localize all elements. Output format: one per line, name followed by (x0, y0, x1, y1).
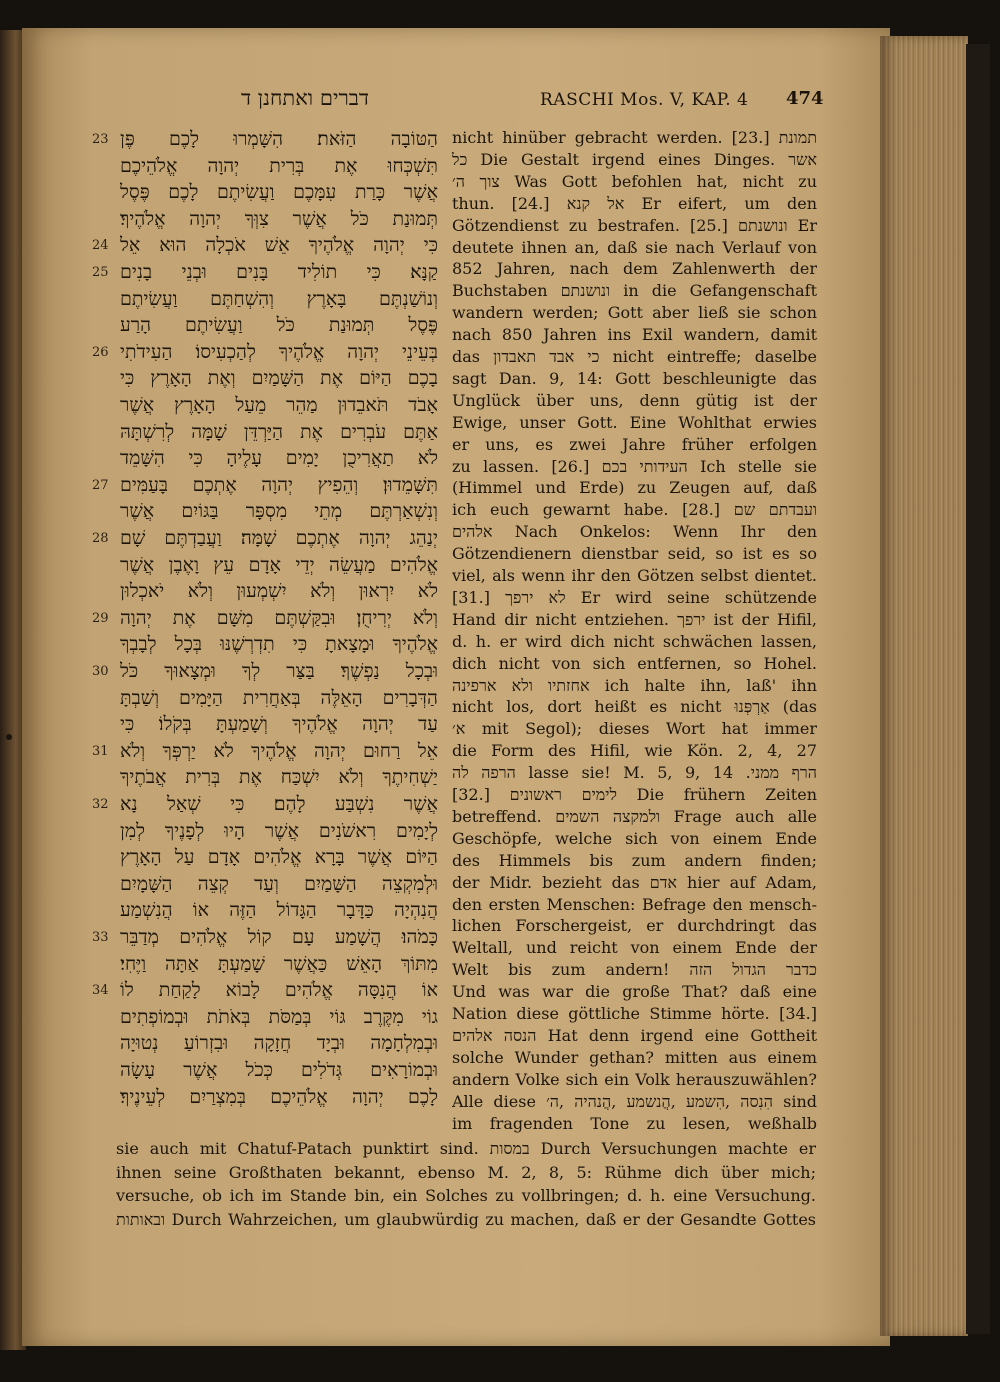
commentary-line: nicht hinüber gebracht werden. [23.] תמונת (452, 128, 817, 147)
verse-number: 26 (92, 344, 109, 360)
hebrew-line: לְיָמִים רִאשֹׁנִים אֲשֶׁר הָיוּ לְפָנֶיךָ לְמִן (120, 819, 438, 842)
hebrew-line: פֶּסֶל תְּמוּנַת כֹּל וַעֲשִׂיתֶם הָרַע (120, 314, 438, 337)
verse-number: 29 (92, 610, 109, 626)
commentary-line: deutete ihnen an, daß sie nach Verlauf von (452, 237, 817, 257)
commentary-line: כל Die Gestalt irgend eines Dinges. אשר (452, 149, 817, 169)
commentary-line: nicht los, dort heißt es nicht אַרְפְּנוּ (das (452, 697, 817, 717)
hebrew-line: הַדְּבָרִים הָאֵלֶּה בְּאַחֲרִית הַיָּמִים וְשַׁבְתָּ (120, 686, 438, 709)
commentary-line: צוך ה׳ Was Gott befohlen hat, nicht zu (452, 171, 817, 191)
hebrew-line: גוֹי מִקֶּרֶב גּוֹי בְּמַסֹּת בְּאֹתֹת וּבְמוֹפְתִים (120, 1005, 438, 1028)
commentary-line: sagt Dan. 9, 14: Gott beschleunigte das (452, 368, 817, 388)
page-number: 474 (786, 88, 824, 109)
commentary-line: im fragenden Tone zu lesen, weßhalb (452, 1113, 817, 1133)
commentary-line: lichen Forschergeist, er durchdringt das (452, 916, 817, 936)
commentary-line: אלהים Nach Onkelos: Wenn Ihr den (452, 522, 817, 542)
hebrew-line: כָּמֹהוּ׃ הֲשָׁמַע עָם קוֹל אֱלֹהִים מְדַבֵּר (120, 926, 438, 948)
commentary-line: viel, als wenn ihr den Götzen selbst dientet. (452, 566, 817, 585)
footer-line: ובאותות Durch Wahrzeichen, um glaubwürdig zu machen, daß er der Gesandte Gottes (116, 1209, 816, 1229)
commentary-line: ich euch gewarnt habe. [28.] ועבדתם שם (452, 500, 817, 520)
hebrew-line: הַטּוֹבָה הַזֹּאת׃ הִשָּׁמְרוּ לָכֶם פֶּן (120, 128, 438, 150)
verse-number: 34 (92, 983, 109, 999)
commentary-line: das כי אבד תאבדון nicht eintreffe; daselbe (452, 347, 817, 366)
commentary-line: א׳ mit Segol); dieses Wort hat immer (452, 719, 817, 739)
footer-line: versuche, ob ich im Stande bin, ein Solches zu vollbringen; d. h. eine Versuchung. (116, 1186, 816, 1205)
hebrew-line: קַנָּא׃ כִּי תוֹלִיד בָּנִים וּבְנֵי בָנִים (120, 261, 438, 283)
verse-number: 28 (92, 531, 109, 546)
page-edges (880, 36, 968, 1336)
commentary-line: den ersten Menschen: Befrage den mensch- (452, 894, 817, 914)
hebrew-line: יַשְׁחִיתֶךָ וְלֹא יִשְׁכַּח אֶת בְּרִית אֲבֹתֶיךָ (120, 766, 438, 789)
commentary-line: die Form des Hifil, wie Kön. 2, 4, 27 (452, 741, 817, 761)
commentary-line: [32.] לימים ראשונים Die frühern Zeiten (452, 785, 817, 804)
verse-number: 32 (92, 797, 109, 812)
verse-number: 31 (92, 743, 109, 759)
commentary-line: andern Volke sich ein Volk herauszuwählen? (452, 1069, 817, 1089)
commentary-line: thun. [24.] אל קנא Er eifert, um den (452, 193, 817, 213)
commentary-line: Welt bis zum andern! כדבר הגדול הזה (452, 960, 817, 980)
commentary-line: אחזתיו ולא ארפינה ich halte ihn, laß' ihn (452, 675, 817, 695)
hebrew-line: וְנוֹשַׁנְתֶּם בָּאָרֶץ וְהִשְׁחַתֶּם וַעֲשִׂיתֶם (120, 287, 438, 310)
hebrew-line: בְּעֵינֵי יְהוָה אֱלֹהֶיךָ לְהַכְעִיסוֹ׃ הַעִידֹתִי (120, 340, 438, 363)
commentary-line: Götzendienst zu bestrafen. [25.] ונושנתם Er (452, 215, 817, 235)
commentary-line: solche Wunder gethan? mitten aus einem (452, 1047, 817, 1067)
hebrew-line: אוֹ הֲנִסָּה אֱלֹהִים לָבוֹא לָקַחַת לוֹ (120, 979, 438, 1002)
commentary-line: Weltall, und reicht von einem Ende der (452, 938, 817, 958)
hebrew-line: עַד יְהוָה אֱלֹהֶיךָ וְשָׁמַעְתָּ בְּקֹלוֹ׃ כִּי (120, 713, 438, 736)
commentary-line: (Himmel und Erde) zu Zeugen auf, daß (452, 478, 817, 498)
hebrew-line: אֱלֹהִים מַעֲשֵׂה יְדֵי אָדָם עֵץ וָאֶבֶן אֲשֶׁר (120, 553, 438, 576)
commentary-line: zu lassen. [26.] העידותי בכם Ich stelle sie (452, 456, 817, 476)
hebrew-line: מִתּוֹךְ הָאֵשׁ כַּאֲשֶׁר שָׁמַעְתָּ אַתָּה וַיֶּחִי׃ (120, 952, 438, 975)
commentary-line: Unglück über uns, denn gütig ist der (452, 390, 817, 410)
commentary-line: [31.] לא ירפך Er wird seine schützende (452, 587, 817, 607)
footer-line: ihnen seine Großthaten bekannt, ebenso M. 2, 8, 5: Rühme dich über mich; (116, 1162, 816, 1182)
commentary-line: Götzendienern dienstbar seid, so ist es so (452, 544, 817, 564)
hebrew-line: יְנַהֵג יְהוָה אֶתְכֶם שָׁמָּה׃ וַעֲבַדְתֶּם שָׁם (120, 527, 438, 549)
hebrew-line: הַיּוֹם אֲשֶׁר בָּרָא אֱלֹהִים אָדָם עַל הָאָרֶץ (120, 846, 438, 869)
commentary-line: Nation diese göttliche Stimme hörte. [34.] (452, 1004, 817, 1023)
hebrew-line: אֵל רַחוּם יְהוָה אֱלֹהֶיךָ לֹא יַרְפְּךָ וְלֹא (120, 739, 438, 762)
hebrew-line: וְלֹא יְרִיחֻן׃ וּבִקַּשְׁתֶּם מִשָּׁם אֶת יְהוָה (120, 606, 438, 629)
hebrew-line: כִּי יְהוָה אֱלֹהֶיךָ אֵשׁ אֹכְלָה הוּא אֵל (120, 234, 438, 257)
commentary-line: הנסה אלהים Hat denn irgend eine Gottheit (452, 1025, 817, 1045)
hebrew-line: אָבֹד תֹּאבֵדוּן מַהֵר מֵעַל הָאָרֶץ אֲשֶׁר (120, 394, 438, 416)
commentary-line: Und was war die große That? daß eine (452, 982, 817, 1002)
commentary-line: Hand dir nicht entziehen. ירפך ist der Hifil, (452, 609, 817, 629)
hebrew-line: אֲשֶׁר נִשְׁבַּע לָהֶם׃ כִּי שְׁאַל נָא (120, 793, 438, 815)
hebrew-line: תִּשְׁכְּחוּ אֶת בְּרִית יְהוָה אֱלֹהֵיכֶם (120, 154, 438, 177)
hebrew-line: הֲנִהְיָה כַּדָּבָר הַגָּדוֹל הַזֶּה אוֹ הֲנִשְׁמַע (120, 899, 438, 922)
hebrew-line: תְּמוּנַת כֹּל אֲשֶׁר צִוְּךָ יְהוָה אֱלֹהֶיךָ׃ (120, 207, 438, 230)
hebrew-line: אַתֶּם עֹבְרִים אֶת הַיַּרְדֵּן שָׁמָּה לְרִשְׁתָּהּ (120, 420, 438, 443)
verse-number: 23 (92, 132, 109, 147)
commentary-line: dich nicht von sich entfernen, so Hohel. (452, 653, 817, 673)
hebrew-line: לֹא תַאֲרִיכֻן יָמִים עָלֶיהָ כִּי הִשָּׁמֵד (120, 447, 438, 470)
hebrew-line: וּבְכָל נַפְשֶׁךָ׃ בַּצַּר לְךָ וּמְצָאוּךָ כֹּל (120, 660, 438, 682)
commentary-line: Alle diese הִנִסה ,הִשמע ,הֲנשמע ,הֲנהיה ,ה׳ sind (452, 1091, 817, 1111)
book-cover (966, 44, 990, 1334)
verse-number: 33 (92, 930, 109, 945)
margin-mark (6, 734, 12, 740)
commentary-line: nach 850 Jahren ins Exil wandern, damit (452, 325, 817, 345)
commentary-line: Geschöpfe, welche sich von einem Ende (452, 828, 817, 848)
hebrew-line: לֹא יִרְאוּן וְלֹא יִשְׁמְעוּן וְלֹא יֹאכְלוּן (120, 580, 438, 603)
hebrew-line: וּבְמִלְחָמָה וּבְיָד חֲזָקָה וּבִזְרוֹעַ נְטוּיָה (120, 1032, 438, 1055)
commentary-line: er uns, es zwei Jahre früher erfolgen (452, 434, 817, 454)
commentary-line: wandern werden; Gott aber ließ sie schon (452, 303, 817, 323)
verse-number: 27 (92, 477, 109, 493)
hebrew-line: וְנִשְׁאַרְתֶּם מְתֵי מִסְפָּר בַּגּוֹיִם אֲשֶׁר (120, 500, 438, 523)
commentary-line: Ewige, unser Gott. Eine Wohlthat erwies (452, 412, 817, 432)
hebrew-line: אֲשֶׁר כָּרַת עִמָּכֶם וַעֲשִׂיתֶם לָכֶם פֶּסֶל (120, 181, 438, 204)
hebrew-line: תִּשָּׁמֵדוּן׃ וְהֵפִיץ יְהוָה אֶתְכֶם בָּעַמִּים (120, 473, 438, 496)
verse-number: 25 (92, 265, 109, 280)
hebrew-line: וּבְמוֹרָאִים גְּדֹלִים כְּכֹל אֲשֶׁר עָשָׂה (120, 1059, 438, 1081)
hebrew-line: בָכֶם הַיּוֹם אֶת הַשָּׁמַיִם וְאֶת הָאָרֶץ כִּי (120, 367, 438, 390)
footer-line: sie auch mit Chatuf-Patach punktirt sind. במסות Durch Versuchungen machte er (116, 1139, 816, 1158)
commentary-line: הרפה לה lasse sie! M. 5, 9, 14 .הרף ממני (452, 763, 817, 783)
verse-number: 24 (92, 238, 109, 254)
commentary-line: des Himmels bis zum andern finden; (452, 850, 817, 870)
hebrew-line: לָכֶם יְהוָה אֱלֹהֵיכֶם בְּמִצְרַיִם לְעֵינֶיךָ׃ (120, 1085, 438, 1108)
commentary-line: betreffend. ולמקצה השמים Frage auch alle (452, 806, 817, 826)
commentary-line: der Midr. bezieht das אדם hier auf Adam, (452, 872, 817, 892)
running-head-reference: RASCHI Mos. V, KAP. 4 (540, 90, 749, 110)
commentary-line: 852 Jahren, nach dem Zahlenwerth der (452, 259, 817, 279)
hebrew-line: וּלְמִקְצֵה הַשָּׁמַיִם וְעַד קְצֵה הַשָּׁמָיִם (120, 872, 438, 895)
hebrew-running-head: דברים ואתחנן ד (241, 86, 369, 110)
commentary-line: d. h. er wird dich nicht schwächen lassen, (452, 631, 817, 651)
commentary-line: Buchstaben ונושנתם in die Gefangenschaft (452, 281, 817, 301)
verse-number: 30 (92, 664, 109, 679)
hebrew-line: אֱלֹהֶיךָ וּמָצָאתָ כִּי תִדְרְשֶׁנּוּ בְּכָל לְבָבְךָ (120, 633, 438, 656)
